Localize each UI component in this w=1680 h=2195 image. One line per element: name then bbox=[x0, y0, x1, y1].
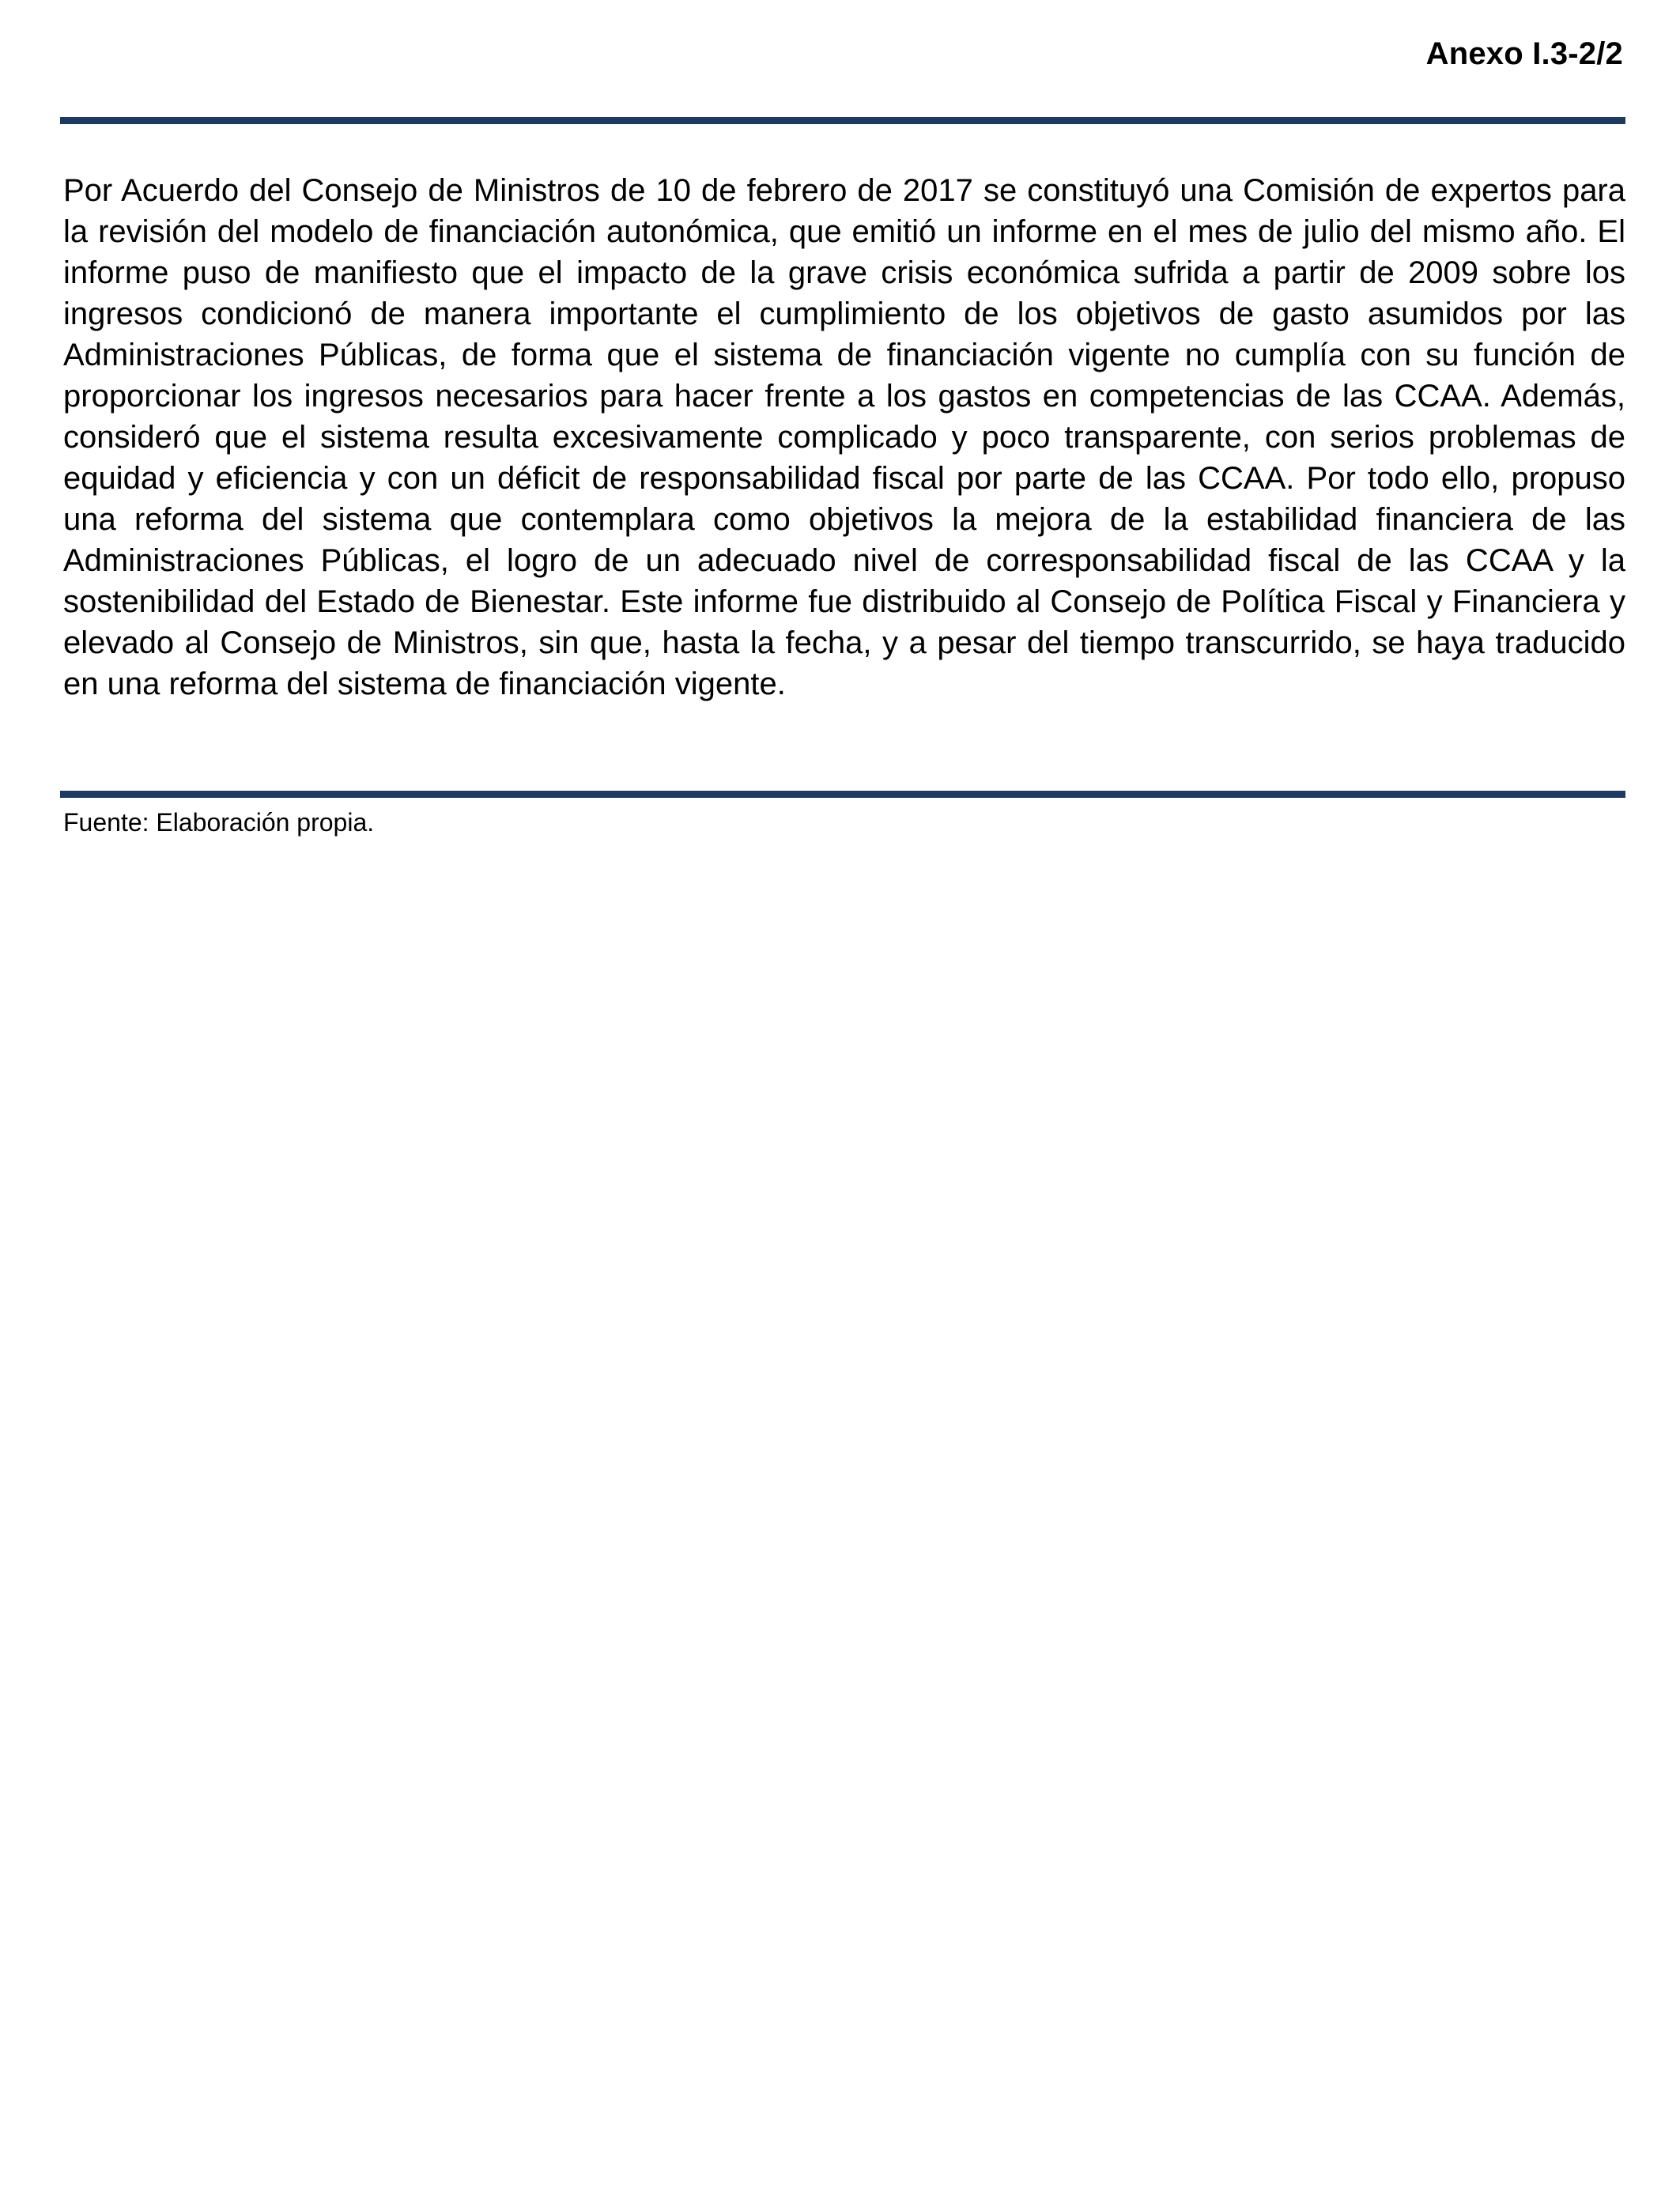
main-paragraph: Por Acuerdo del Consejo de Ministros de 10 de febrero de 2017 se constituyó una Comisión de expertos para la revisión del modelo de financiación autonómica, que emitió un informe en el mes de julio del mismo año. El informe puso de manifiesto que el impacto de la grave crisis económica sufrida a partir de 2009 sobre los ingresos condicionó de manera importante el cumplimiento de los objetivos de gasto asumidos por las Administraciones Públicas, de forma que el sistema de financiación vigente no cumplía con su función de proporcionar los ingresos necesarios para hacer frente a los gastos en competencias de las CCAA. Además, consideró que el sistema resulta excesivamente complicado y poco transparente, con serios problemas de equidad y eficiencia y con un déficit de responsabilidad fiscal por parte de las CCAA. Por todo ello, propuso una reforma del sistema que contemplara como objetivos la mejora de la estabilidad financiera de las Administraciones Públicas, el logro de un adecuado nivel de corresponsabilidad fiscal de las CCAA y la sostenibilidad del Estado de Bienestar. Este informe fue distribuido al Consejo de Política Fiscal y Financiera y elevado al Consejo de Ministros, sin que, hasta la fecha, y a pesar del tiempo transcurrido, se haya traducido en una reforma del sistema de financiación vigente. bbox=[63, 173, 1625, 701]
source-note: Fuente: Elaboración propia. bbox=[63, 808, 375, 837]
bottom-divider bbox=[60, 791, 1625, 798]
annex-label: Anexo I.3-2/2 bbox=[1425, 36, 1623, 71]
top-divider bbox=[60, 117, 1625, 124]
